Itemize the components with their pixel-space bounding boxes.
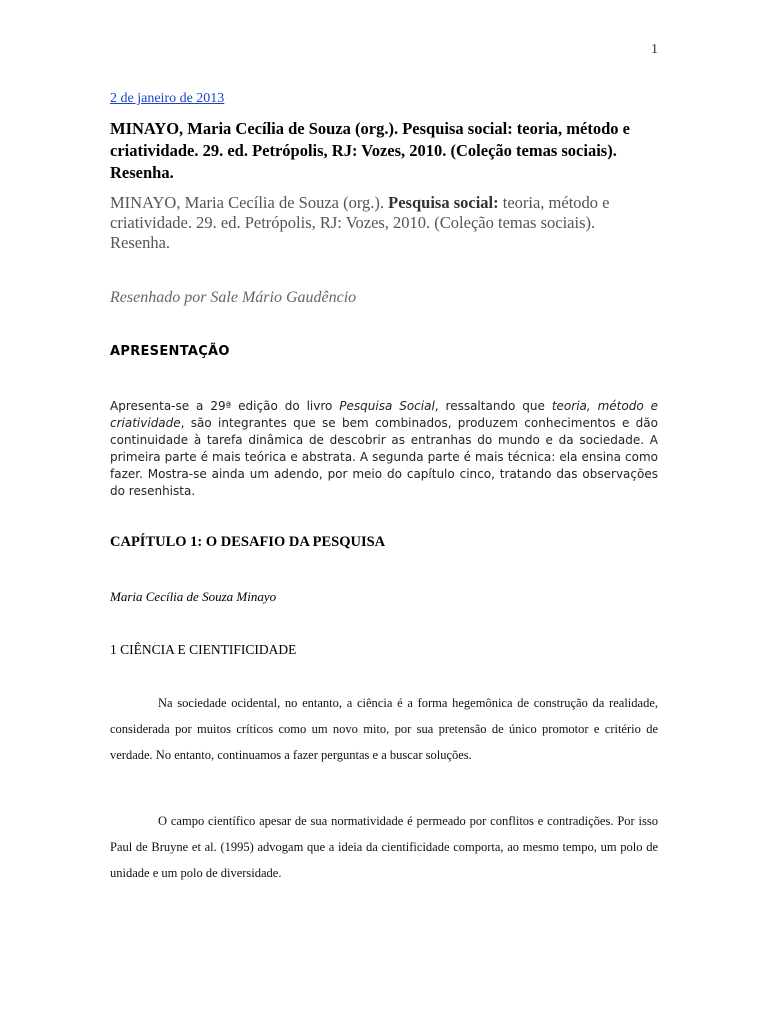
presentation-paragraph [110,398,658,500]
presentation-text-2: , ressaltando que [434,399,552,413]
citation-prefix: MINAYO, Maria Cecília de Souza (org.). [110,193,389,212]
post-date-link[interactable]: 2 de janeiro de 2013 [110,91,225,106]
presentation-text-3: , são integrantes que se bem combinados, produzem conhecimentos e dão continuidade à tarefa dinâmica de descobrir as entranhas do mundo e da sociedade. A primeira parte é mais teórica e abstrata. A segunda parte é mais técnica: ela ensina como fazer. Mostra-se ainda um adendo, por meio do capítulo cinco, tratando das observações do resenhista. [110,416,658,498]
chapter-heading: CAPÍTULO 1: O DESAFIO DA PESQUISA [110,534,386,550]
citation-suffix: teoria, método e criatividade. 29. ed. Petrópolis, RJ: Vozes, 2010. (Coleção temas sociais). Resenha. [110,193,610,252]
reviewer-credit: Resenhado por Sale Mário Gaudêncio [110,289,357,306]
review-title: MINAYO, Maria Cecília de Souza (org.). Pesquisa social: teoria, método e criatividade. 29. ed. Petrópolis, RJ: Vozes, 2010. (Coleção temas sociais). Resenha. [110,119,630,182]
chapter-author: Maria Cecília de Souza Minayo [110,589,277,604]
section-heading: 1 CIÊNCIA E CIENTIFICIDADE [110,642,297,657]
body-paragraph: O campo científico apesar de sua normatividade é permeado por conflitos e contradições. Por isso Paul de Bruyne et al. (1995) advogam que a ideia da cientificidade comporta, ao mesmo tempo, um polo de unidade e um polo de diversidade. [110,814,658,880]
citation-book-title: Pesquisa social: [388,193,499,212]
presentation-book-title: Pesquisa Social [339,399,435,413]
presentation-subtitle-emphasis: teoria, método e criatividade [110,399,658,430]
bibliographic-citation [110,193,655,253]
body-paragraph: Na sociedade ocidental, no entanto, a ciência é a forma hegemônica de construção da realidade, considerada por muitos críticos como um novo mito, por sua pretensão de único promotor e critério de verdade. No entanto, continuamos a fazer perguntas e a buscar soluções. [110,696,658,762]
page-number: 1 [651,42,658,57]
presentation-heading: APRESENTAÇÃO [110,344,230,359]
presentation-text-1: Apresenta-se a 29ª edição do livro [110,399,340,413]
